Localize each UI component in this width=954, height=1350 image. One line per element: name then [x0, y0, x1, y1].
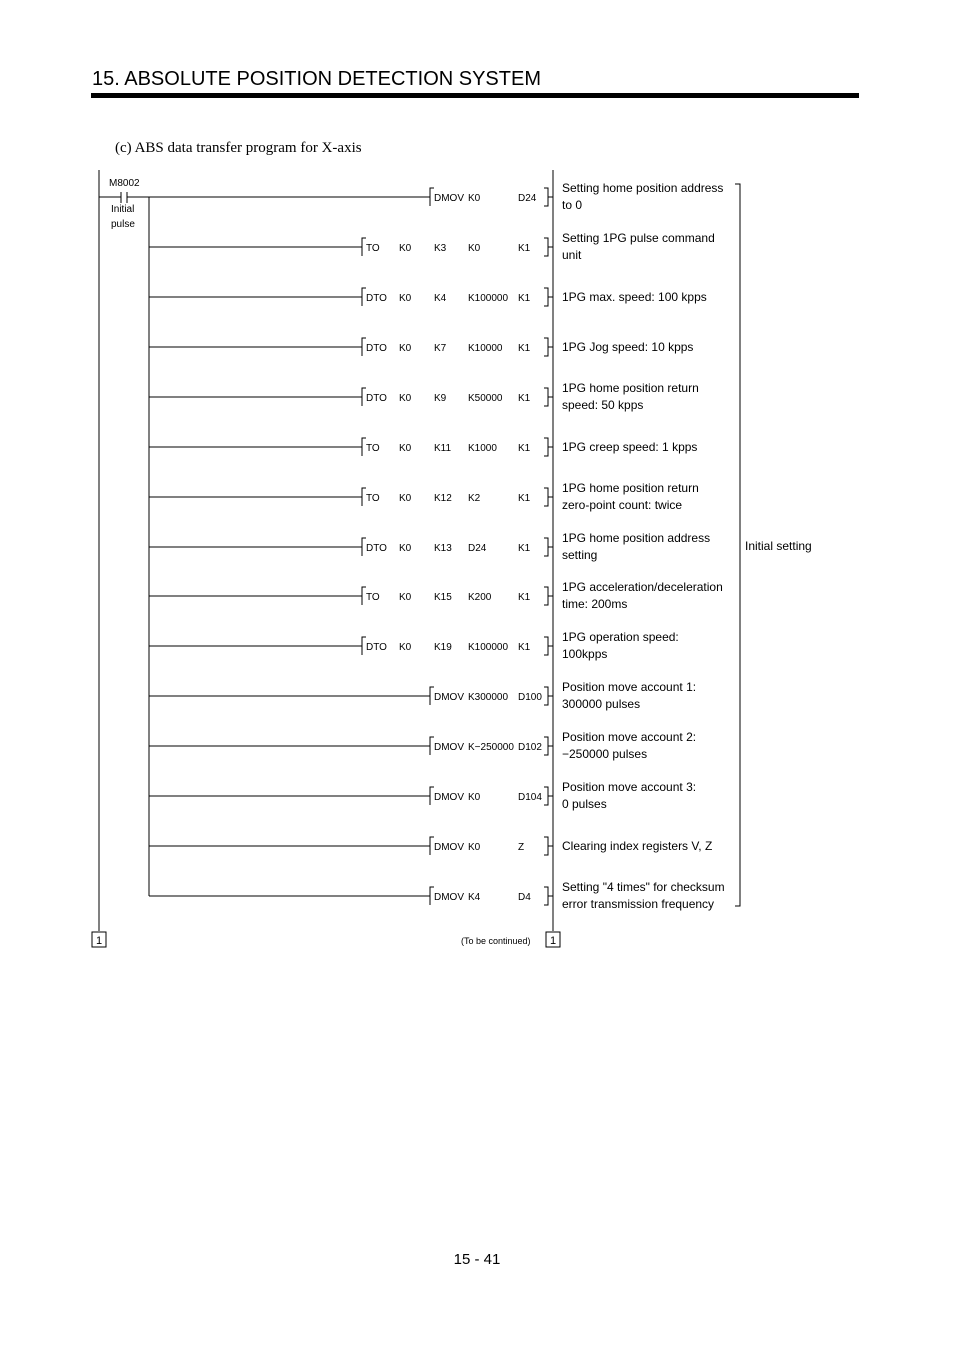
instruction-operand: K1000	[468, 443, 497, 454]
instruction-mnemonic: TO	[366, 443, 380, 454]
instruction-operand: K12	[434, 493, 452, 504]
instruction-operand: K1	[518, 443, 531, 454]
page-header-title: 15. ABSOLUTE POSITION DETECTION SYSTEM	[92, 68, 541, 90]
instruction-operand: K−250000	[468, 742, 514, 753]
instruction-operand: K300000	[468, 692, 509, 703]
rung	[149, 231, 715, 262]
rung-description: Setting home position address	[562, 181, 724, 195]
instruction-mnemonic: DTO	[366, 642, 387, 653]
rung	[149, 680, 696, 711]
rung	[149, 580, 723, 611]
group-label: Initial setting	[745, 539, 812, 553]
instruction-operand: K0	[468, 842, 481, 853]
instruction-operand: Z	[518, 842, 525, 853]
continued-note: (To be continued)	[461, 936, 531, 946]
instruction-operand: K9	[434, 393, 447, 404]
instruction-operand: K0	[468, 193, 481, 204]
rung	[149, 730, 696, 761]
instruction-operand: D24	[468, 543, 487, 554]
instruction-operand: K4	[468, 892, 481, 903]
rung-description: 1PG max. speed: 100 kpps	[562, 290, 707, 304]
rung	[149, 531, 710, 562]
rung-description: to 0	[562, 198, 583, 212]
contact-label-line1: Initial	[111, 204, 135, 215]
contact-device: M8002	[109, 178, 140, 189]
instruction-mnemonic: DTO	[366, 293, 387, 304]
rung-description: Clearing index registers V, Z	[562, 839, 713, 853]
rung	[149, 438, 697, 456]
rung-description: 1PG home position return	[562, 481, 699, 495]
rung	[149, 338, 693, 356]
rung-description: Position move account 2:	[562, 730, 697, 744]
rung-description: Setting "4 times" for checksum	[562, 880, 725, 894]
instruction-operand: K50000	[468, 393, 503, 404]
rung-description: error transmission frequency	[562, 897, 715, 911]
instruction-operand: K2	[468, 493, 481, 504]
instruction-operand: K100000	[468, 642, 509, 653]
instruction-operand: K0	[399, 592, 412, 603]
instruction-operand: K1	[518, 493, 531, 504]
contact-label-line2: pulse	[111, 219, 135, 230]
instruction-operand: K1	[518, 393, 531, 404]
connector-right-label: 1	[550, 935, 557, 947]
rung-description: 1PG home position address	[562, 531, 711, 545]
instruction-operand: K4	[434, 293, 447, 304]
instruction-operand: K1	[518, 243, 531, 254]
instruction-operand: K15	[434, 592, 452, 603]
rung-description: 1PG acceleration/deceleration	[562, 580, 723, 594]
rung-description: 1PG operation speed:	[562, 630, 679, 644]
instruction-mnemonic: TO	[366, 592, 380, 603]
rung	[149, 481, 699, 512]
instruction-operand: K0	[399, 543, 412, 554]
page-number: 15 - 41	[453, 1251, 501, 1268]
rung-description: setting	[562, 548, 598, 562]
rung	[149, 381, 699, 412]
rung	[149, 880, 725, 911]
rung-description: Position move account 3:	[562, 780, 697, 794]
instruction-mnemonic: TO	[366, 493, 380, 504]
instruction-operand: K0	[399, 243, 412, 254]
instruction-operand: K200	[468, 592, 492, 603]
instruction-operand: K11	[434, 443, 452, 454]
rung-description: −250000 pulses	[562, 747, 648, 761]
rung	[149, 181, 723, 212]
section-title: (c) ABS data transfer program for X-axis	[115, 140, 362, 156]
instruction-operand: D102	[518, 742, 542, 753]
rung-description: 0 pulses	[562, 797, 607, 811]
instruction-operand: K0	[399, 393, 412, 404]
instruction-operand: K13	[434, 543, 452, 554]
instruction-operand: D104	[518, 792, 542, 803]
rung-description: speed: 50 kpps	[562, 398, 644, 412]
instruction-operand: K100000	[468, 293, 509, 304]
instruction-operand: K10000	[468, 343, 503, 354]
rung-description: time: 200ms	[562, 597, 628, 611]
rung-description: 1PG home position return	[562, 381, 699, 395]
instruction-mnemonic: DTO	[366, 393, 387, 404]
instruction-mnemonic: DMOV	[434, 193, 464, 204]
rung-description: 100kpps	[562, 647, 608, 661]
rung-description: Setting 1PG pulse command	[562, 231, 715, 245]
instruction-operand: K0	[399, 293, 412, 304]
instruction-operand: K0	[468, 243, 481, 254]
instruction-operand: K7	[434, 343, 447, 354]
group-brace	[735, 184, 740, 906]
rung-description: 1PG creep speed: 1 kpps	[562, 440, 698, 454]
connector-left-label: 1	[96, 935, 103, 947]
instruction-operand: D24	[518, 193, 537, 204]
instruction-operand: K0	[468, 792, 481, 803]
rung	[149, 837, 712, 855]
instruction-operand: K0	[399, 493, 412, 504]
instruction-mnemonic: TO	[366, 243, 380, 254]
instruction-operand: D100	[518, 692, 542, 703]
instruction-mnemonic: DMOV	[434, 842, 464, 853]
instruction-operand: K0	[399, 343, 412, 354]
instruction-operand: K19	[434, 642, 452, 653]
instruction-operand: K1	[518, 343, 531, 354]
rung	[149, 288, 707, 306]
rung-description: zero-point count: twice	[562, 498, 683, 512]
instruction-mnemonic: DMOV	[434, 892, 464, 903]
rung-description: unit	[562, 248, 582, 262]
rung-description: Position move account 1:	[562, 680, 697, 694]
instruction-operand: K1	[518, 592, 531, 603]
instruction-operand: K1	[518, 543, 531, 554]
instruction-operand: D4	[518, 892, 531, 903]
instruction-mnemonic: DTO	[366, 343, 387, 354]
instruction-mnemonic: DTO	[366, 543, 387, 554]
instruction-operand: K0	[399, 443, 412, 454]
instruction-operand: K0	[399, 642, 412, 653]
rung	[149, 780, 696, 811]
instruction-mnemonic: DMOV	[434, 742, 464, 753]
instruction-mnemonic: DMOV	[434, 792, 464, 803]
rung-description: 1PG Jog speed: 10 kpps	[562, 340, 694, 354]
rung-description: 300000 pulses	[562, 697, 641, 711]
rung	[149, 630, 679, 661]
instruction-operand: K1	[518, 642, 531, 653]
instruction-operand: K1	[518, 293, 531, 304]
instruction-operand: K3	[434, 243, 447, 254]
instruction-mnemonic: DMOV	[434, 692, 464, 703]
